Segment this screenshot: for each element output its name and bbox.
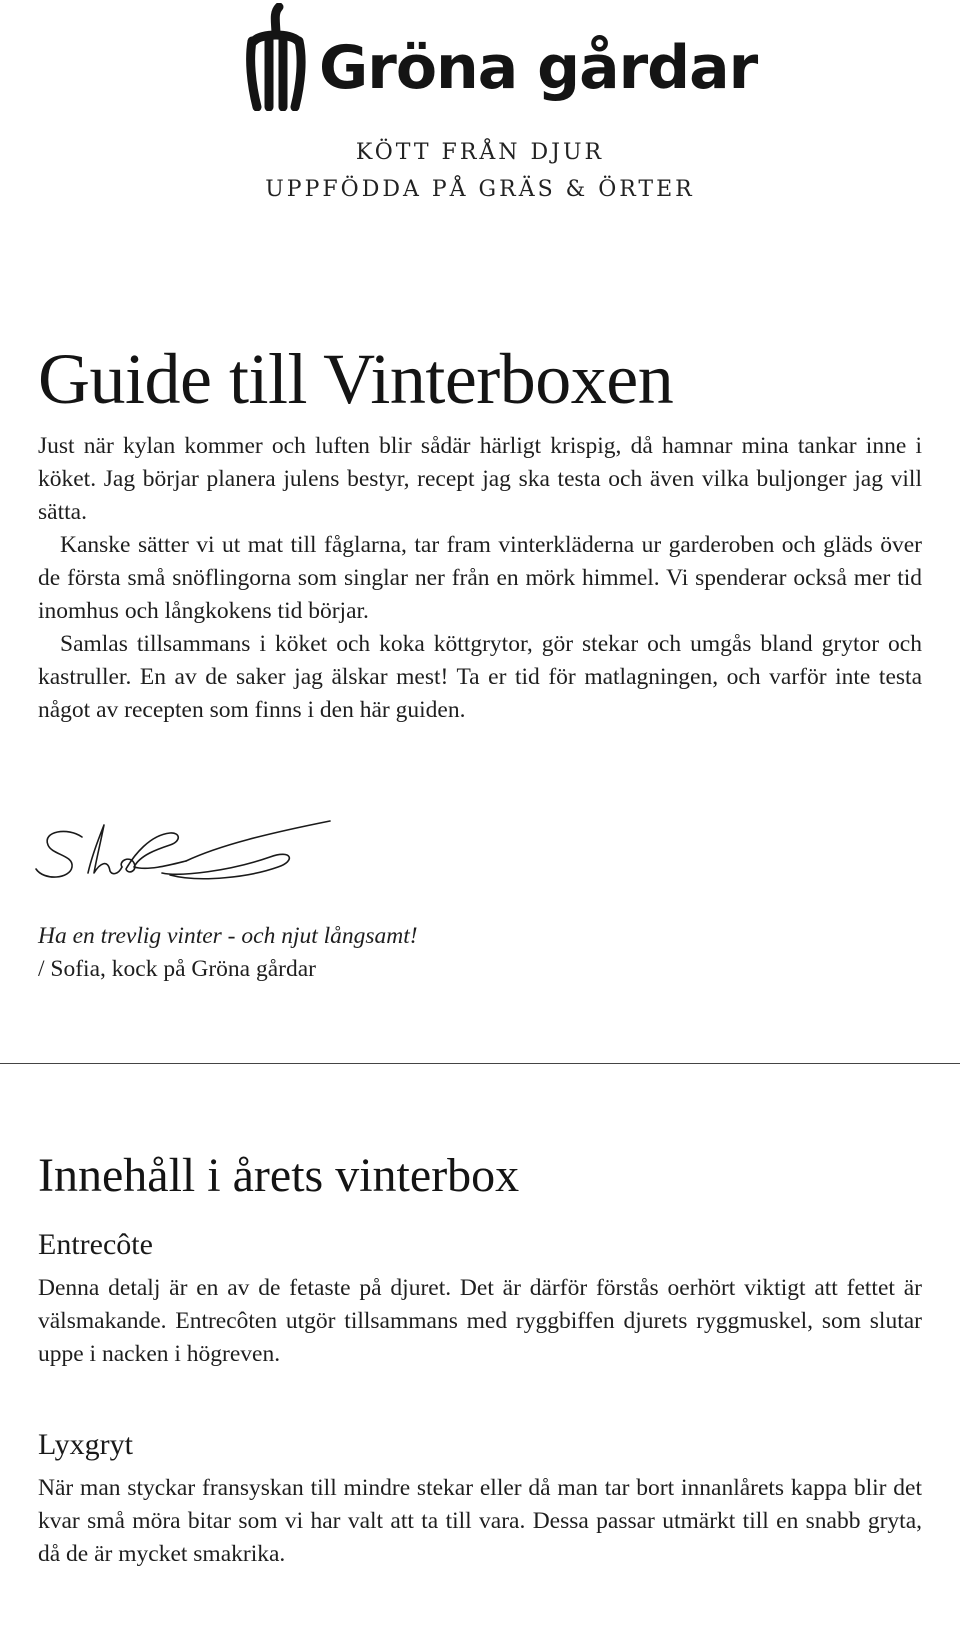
box-item-description: Denna detalj är en av de fetaste på djuret. Det är därför förstås oerhört viktigt att fettet är välsmakande. Entrecôten utgör tillsammans med ryggbiffen djurets ryggmuskel, som slutar uppe i nacken i högreven.: [38, 1275, 922, 1367]
intro-text: [38, 430, 922, 727]
intro-paragraph: Samlas tillsammans i köket och koka köttgrytor, gör stekar och umgås bland grytor och kastruller. En av de saker jag älskar mest! Ta er tid för matlagningen, och varför inte testa något av recepten som finns i den här guiden.: [38, 631, 922, 723]
closing-greeting: Ha en trevlig vinter - och njut långsamt!: [38, 923, 418, 949]
box-item-description: När man styckar fransyskan till mindre stekar eller då man tar bort innanlårets kappa blir det kvar små möra bitar som vi har valt att ta till vara. Dessa passar utmärkt till en snabb gryta, då de är mycket smakrika.: [38, 1475, 922, 1567]
signature-image: [30, 815, 340, 895]
contents-title: Innehåll i årets vinterbox: [38, 1149, 520, 1202]
box-item-lyxgryt: [38, 1428, 922, 1571]
box-item-entrecote: [38, 1228, 922, 1371]
brand-logo: [245, 3, 757, 111]
closing-signoff: / Sofia, kock på Gröna gårdar: [38, 956, 316, 982]
header: [0, 0, 960, 215]
closing: [38, 920, 418, 986]
pitchfork-icon: [245, 3, 311, 111]
tagline-line-1: KÖTT FRÅN DJUR: [355, 140, 605, 165]
brand-name: Gröna gårdar: [319, 33, 758, 103]
page-title: Guide till Vinterboxen: [38, 339, 674, 419]
section-divider: [0, 1063, 960, 1064]
box-item-name: Lyxgryt: [38, 1428, 133, 1461]
intro-paragraph: Kanske sätter vi ut mat till fåglarna, tar fram vinterkläderna ur garderoben och gläds över de första små snöflingorna som singlar ner från en mörk himmel. Vi spenderar också mer tid inomhus och långkokens tid börjar.: [38, 532, 922, 624]
box-item-name: Entrecôte: [38, 1228, 153, 1261]
intro-paragraph: Just när kylan kommer och luften blir sådär härligt krispig, då hamnar mina tankar inne i köket. Jag börjar planera julens bestyr, recept jag ska testa och även vilka buljonger jag vill sätta.: [38, 433, 922, 525]
tagline-line-2: UPPFÖDDA PÅ GRÄS & ÖRTER: [265, 177, 695, 202]
